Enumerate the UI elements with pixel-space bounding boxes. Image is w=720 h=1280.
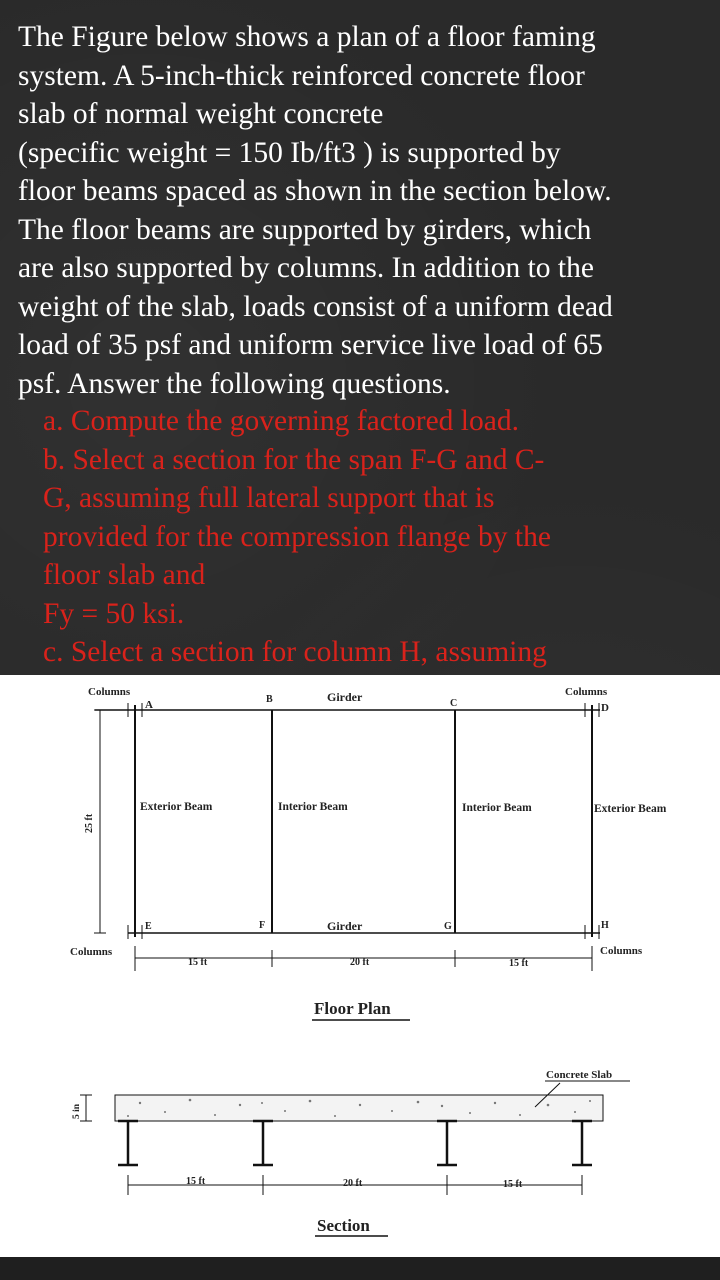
plan-span-label-3: 15 ft [509, 958, 529, 969]
height-dimension-label: 25 ft [84, 813, 95, 833]
columns-label-top-left: Columns [88, 686, 131, 698]
node-f-label: F [259, 920, 266, 931]
framing-figure [0, 675, 720, 1257]
floor-plan-caption: Floor Plan [314, 999, 391, 1018]
node-a-label: A [145, 699, 153, 711]
section-caption: Section [317, 1216, 370, 1235]
columns-label-bottom-left: Columns [70, 946, 113, 958]
problem-line: floor beams spaced as shown in the section below. [18, 175, 612, 207]
section-span-label-1: 15 ft [186, 1176, 206, 1187]
question-line: provided for the compression flange by the [43, 520, 551, 553]
question-line: floor slab and [43, 559, 206, 591]
node-b-label: B [266, 694, 273, 705]
node-e-label: E [145, 921, 152, 932]
node-h-label: H [601, 920, 609, 931]
i-beams [118, 1121, 592, 1165]
node-c-label: C [450, 698, 458, 709]
problem-line: slab of normal weight concrete [18, 98, 384, 130]
floor-plan [94, 703, 600, 1020]
columns-label-bottom-right: Columns [600, 945, 643, 957]
node-d-label: D [601, 702, 609, 714]
girder-label-bottom: Girder [327, 919, 363, 933]
problem-line: weight of the slab, loads consist of a uniform dead [18, 290, 613, 323]
bottom-strip [0, 1257, 720, 1280]
question-line: Fy = 50 ksi. [43, 597, 185, 630]
problem-line: system. A 5-inch-thick reinforced concrete floor [18, 59, 585, 92]
problem-line: The floor beams are supported by girders, which [18, 213, 592, 246]
problem-line: are also supported by columns. In addition to the [18, 252, 594, 284]
section-span-label-2: 20 ft [343, 1178, 363, 1189]
thickness-dimension-label: 5 in [72, 1103, 82, 1119]
problem-line: psf. Answer the following questions. [18, 367, 451, 400]
question-line: a. Compute the governing factored load. [43, 405, 519, 437]
question-line: G, assuming full lateral support that is [43, 482, 495, 514]
girder-label-top: Girder [327, 690, 363, 704]
plan-span-label-2: 20 ft [350, 957, 370, 968]
question-line: b. Select a section for the span F-G and C- [43, 443, 545, 476]
beam-label-exterior-left: Exterior Beam [140, 801, 213, 813]
problem-line: The Figure below shows a plan of a floor faming [18, 21, 596, 53]
columns-label-top-right: Columns [565, 686, 608, 698]
question-list [43, 402, 683, 672]
beam-label-interior-left: Interior Beam [278, 801, 348, 813]
node-g-label: G [444, 921, 452, 932]
section-span-label-3: 15 ft [503, 1179, 523, 1190]
plan-span-label-1: 15 ft [188, 957, 208, 968]
beam-label-interior-right: Interior Beam [462, 802, 532, 814]
concrete-slab-label: Concrete Slab [546, 1069, 613, 1081]
section-drawing [80, 1081, 630, 1236]
problem-line: (specific weight = 150 Ib/ft3 ) is supported by [18, 136, 561, 169]
problem-statement [18, 18, 708, 403]
question-line: c. Select a section for column H, assuming [43, 636, 547, 668]
beam-label-exterior-right: Exterior Beam [594, 803, 667, 815]
problem-line: load of 35 psf and uniform service live load of 65 [18, 329, 603, 361]
framing-drawing [0, 675, 720, 1257]
concrete-slab [115, 1095, 603, 1121]
